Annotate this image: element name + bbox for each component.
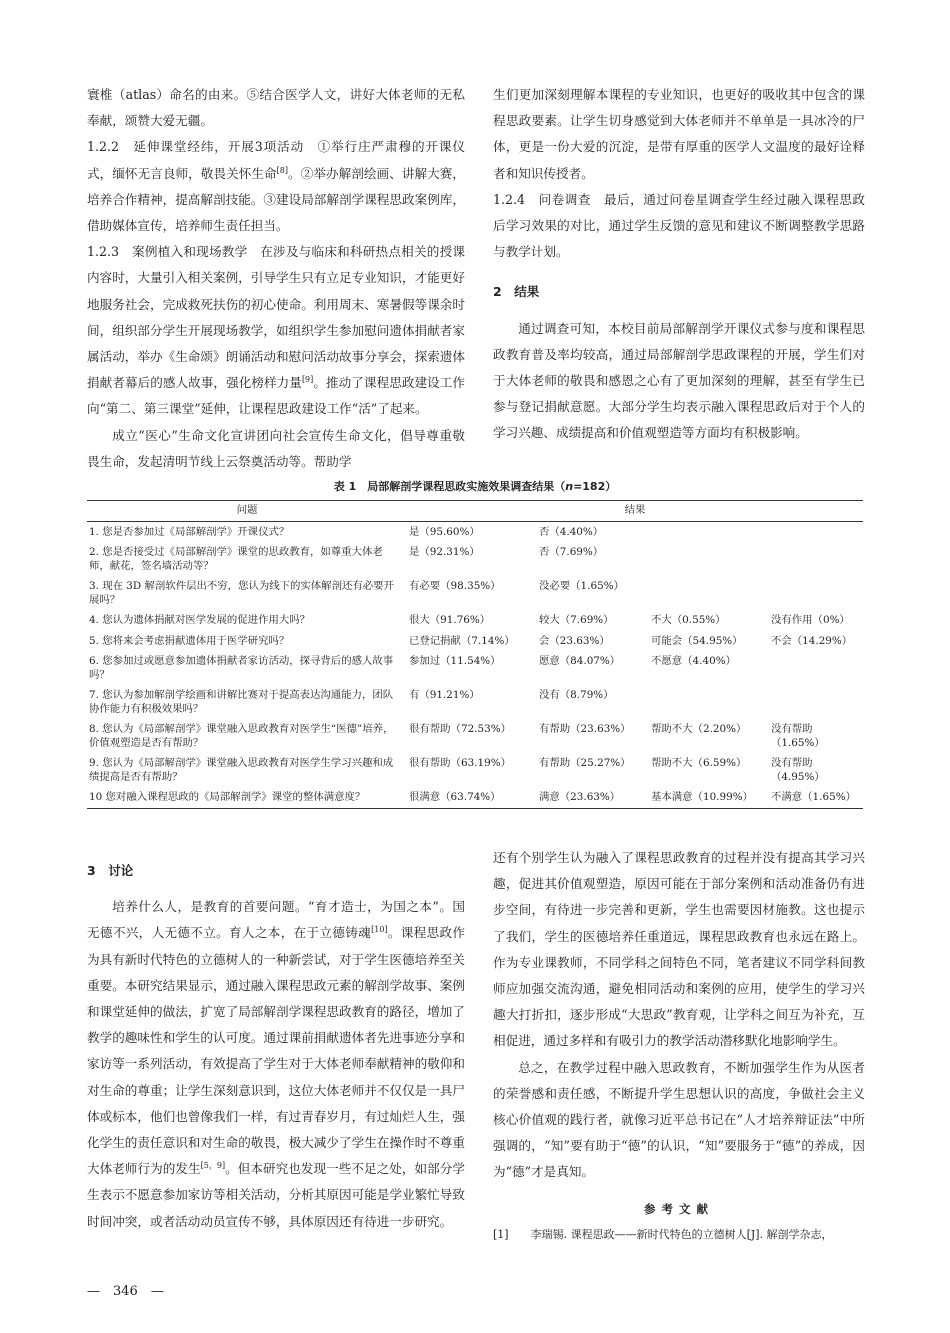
paragraph: 寰椎（atlas）命名的由来。⑤结合医学人文，讲好大体老师的无私奉献，颂赞大爱无疆。 [87, 87, 465, 129]
table-title-n: n [565, 480, 574, 493]
table-row [87, 542, 863, 576]
subsection-heading: 1.2.2 延伸课堂经纬，开展3项活动 [87, 139, 318, 155]
text: 。但本研究也发现一些不足之处，如部分学生表示不愿意参加家访等相关活动，分析其原因可能是学业繁忙导致时间冲突，或者活动动员宣传不够，具体原因还有待进一步研究。 [87, 1161, 466, 1229]
table-row [87, 631, 863, 652]
result-cell: 满意（23.63%） [537, 787, 649, 808]
subsection-heading: 1.2.3 案例植入和现场教学 [87, 244, 261, 260]
table-row [87, 719, 863, 753]
page-number: — 346 — [87, 1284, 164, 1299]
section-heading: 2 结果 [493, 284, 540, 300]
result-cell: 不满意（1.65%） [769, 787, 863, 808]
left-column-top [87, 82, 465, 475]
result-cell: 愿意（84.07%） [539, 655, 621, 667]
result-cell: 有必要（98.35%） [409, 580, 501, 592]
question-cell: 6. 您参加过或愿意参加遗体捐献者家访活动，探寻背后的感人故事吗？ [89, 655, 394, 681]
result-cell [769, 685, 863, 719]
text: 。推动了课程思政建设工作向“第二、第三课堂”延伸，让课程思政建设工作“活”了起来。 [87, 375, 466, 417]
result-cell: 不会（14.29%） [771, 634, 853, 647]
survey-table [87, 500, 863, 809]
paragraph [87, 894, 465, 1235]
text: 。课程思政作为具有新时代特色的立德树人的一种新尝试，对于学生医德培养至关重要。本研究结果显示，通过融入课程思政元素的解剖学故事、案例和课堂延伸的做法，扩宽了局部解剖学课程思政教育的路径，增加了教学的趣味性和学生的认可度。通过课前捐献遗体者先进事迹分享和家访等一系列活动，有效提高了学生对于大体老师奉献精神的敬仰和对生命的尊重；让学生深刻意识到，这位大体老师并不仅仅是一具尸体或标本，他们也曾像我们一样，有过青春岁月，有过灿烂人生，强化学生的责任意识和对生命的敬畏，极大减少了学生在操作时不尊重大体老师行为的发生 [87, 925, 466, 1177]
result-cell: 没有帮助（1.65%） [771, 723, 825, 749]
result-cell: 很有帮助（72.53%） [409, 723, 511, 735]
survey-table-block [87, 478, 863, 809]
right-column-bottom [493, 845, 865, 1244]
citation: [5，9] [200, 1161, 226, 1171]
table-row [87, 753, 863, 787]
paragraph: 还有个别学生认为融入了课程思政教育的过程并没有提高其学习兴趣，促进其价值观塑造，原因可能在于部分案例和活动准备仍有进步空间，有待进一步完善和更新，学生也需要因材施教。这也提示了我们，学生的医德培养任重道远，课程思政教育也永远在路上。作为专业课教师，不同学科之间特色不同，笔者建议不同学科间教师应加强交流沟通，避免相同活动和案例的应用，使学生的学习兴趣大打折扣，逐步形成“大思政”教育观，让学科之间互为补充，互相促进，通过多样和有吸引力的教学活动潜移默化地影响学生。 [493, 850, 865, 1049]
text: ①举行庄严肃穆的开课仪式，缅怀无言良师，敬畏关怀生命 [87, 139, 466, 181]
question-cell: 4. 您认为遗体捐献对医学发展的促进作用大吗？ [89, 614, 311, 626]
paragraph [87, 134, 465, 239]
citation: [8] [276, 165, 288, 175]
left-column-bottom [87, 858, 465, 1235]
result-cell: 有（91.21%） [409, 689, 480, 701]
result-cell: 帮助不大（2.20%） [651, 723, 747, 735]
result-cell: 很大（91.76%） [409, 614, 491, 626]
table-row [87, 685, 863, 719]
question-cell: 10 您对融入课程思政的《局部解剖学》课堂的整体满意度？ [87, 787, 407, 808]
result-cell: 可能会（54.95%） [651, 634, 743, 647]
table-title [87, 478, 863, 494]
table-row [87, 651, 863, 685]
text: 。②举办解剖绘画、讲解大赛，培养合作精神，提高解剖技能。③建设局部解剖学课程思政案例库，借助媒体宣传，培养师生责任担当。 [87, 165, 466, 234]
question-cell: 5. 您将来会考虑捐献遗体用于医学研究吗？ [89, 634, 290, 647]
text: 培养什么人，是教育的首要问题。“育才造士，为国之本”。国无德不兴，人无德不立。育人之本，在于立德铸魂 [87, 899, 465, 941]
table-row [87, 521, 863, 542]
header-question: 问题 [87, 501, 407, 522]
result-cell: 否（7.69%） [539, 546, 604, 558]
text: 最后，通过问卷星调查学生经过融入课程思政后学习效果的对比，通过学生反馈的意见和建议不断调整教学思路与教学计划。 [493, 191, 866, 260]
result-cell: 没必要（1.65%） [539, 580, 624, 592]
result-cell: 会（23.63%） [539, 634, 610, 647]
paragraph: 生们更加深刻理解本课程的专业知识，也更好的吸收其中包含的课程思政要素。让学生切身感觉到大体老师并不单单是一具冰冷的尸体，更是一份大爱的沉淀，是带有厚重的医学人文温度的最好诠释者和知识传授者。 [493, 87, 865, 181]
text: 在涉及与临床和科研热点相关的授课内容时，大量引入相关案例，引导学生只有立足专业知识，才能更好地服务社会，完成救死扶伤的初心使命。利用周末、寒暑假等课余时间，组织部分学生开展现场教学，如组织学生参加慰问遗体捐献者家属活动，举办《生命颂》朗诵活动和慰问活动故事分享会，探索遗体捐献者幕后的感人故事，强化榜样力量 [87, 244, 466, 391]
question-cell: 1. 您是否参加过《局部解剖学》开课仪式？ [89, 525, 290, 538]
result-cell: 没有作用（0%） [771, 614, 850, 626]
paragraph [493, 187, 865, 266]
question-cell: 7. 您认为参加解剖学绘画和讲解比赛对于提高表达沟通能力，团队协作能力有积极效果吗？ [89, 689, 394, 715]
subsection-heading: 1.2.4 问卷调查 [493, 191, 604, 207]
table-title-text: 表 1 局部解剖学课程思政实施效果调查结果（ [333, 480, 566, 493]
result-cell: 有帮助（23.63%） [539, 723, 631, 735]
result-cell: 较大（7.69%） [539, 614, 614, 626]
result-cell [649, 521, 769, 542]
result-cell: 基本满意（10.99%） [649, 787, 769, 808]
result-cell [769, 576, 863, 610]
result-cell: 不愿意（4.40%） [651, 655, 736, 667]
section-heading: 3 讨论 [87, 863, 134, 878]
paragraph: 总之，在教学过程中融入思政教育，不断加强学生作为从医者的荣誉感和责任感，不断提升学生思想认识的高度，争做社会主义核心价值观的践行者，就像习近平总书记在“人才培养辩证法”中所强调的，“知”要有助于“德”的认识，“知”要服务于“德”的养成，因为“德”才是真知。 [493, 1059, 865, 1180]
result-cell [649, 542, 769, 576]
question-cell: 9. 您认为《局部解剖学》课堂融入思政教育对医学生学习兴趣和成绩提高是否有帮助？ [89, 757, 394, 783]
reference-item: [1] 李瑞锡. 课程思政——新时代特色的立德树人[J]. 解剖学杂志， [493, 1227, 833, 1241]
result-cell [769, 542, 863, 576]
result-cell: 帮助不大（6.59%） [651, 757, 747, 769]
result-cell [649, 576, 769, 610]
question-cell: 2. 您是否接受过《局部解剖学》课堂的思政教育，如尊重大体老师，献花，签名墙活动等？ [89, 546, 383, 572]
references-heading: 参考文献 [644, 1201, 714, 1216]
citation: [10] [371, 925, 388, 935]
result-cell: 没有帮助（4.95%） [771, 757, 825, 783]
header-results: 结果 [407, 501, 863, 522]
result-cell: 是（92.31%） [409, 546, 480, 558]
table-row [87, 576, 863, 610]
right-column-top [493, 82, 865, 447]
table-header-row [87, 501, 863, 522]
question-cell: 3. 现在 3D 解剖软件层出不穷，您认为线下的实体解剖还有必要开展吗？ [89, 580, 394, 606]
table-title-suffix: =182） [573, 480, 617, 493]
result-cell: 很满意（63.74%） [407, 787, 537, 808]
result-cell: 否（4.40%） [539, 525, 604, 538]
result-cell: 参加过（11.54%） [409, 655, 501, 667]
table-row [87, 610, 863, 631]
result-cell [769, 651, 863, 685]
result-cell: 很有帮助（63.19%） [409, 757, 511, 769]
result-cell: 有帮助（25.27%） [539, 757, 631, 769]
result-cell [649, 685, 769, 719]
result-cell: 已登记捐献（7.14%） [409, 634, 515, 647]
citation: [9] [301, 375, 314, 385]
question-cell: 8. 您认为《局部解剖学》课堂融入思政教育对医学生“医德”培养，价值观塑造是否有帮助？ [89, 723, 394, 749]
paragraph [87, 239, 465, 422]
paragraph: 成立“医心”生命文化宣讲团向社会宣传生命文化，倡导尊重敬畏生命，发起清明节线上云祭奠活动等。帮助学 [87, 427, 465, 469]
result-cell: 没有（8.79%） [539, 689, 614, 701]
paragraph: 通过调查可知，本校目前局部解剖学开课仪式参与度和课程思政教育普及率均较高，通过局部解剖学思政课程的开展，学生们对于大体老师的敬畏和感恩之心有了更加深刻的理解，甚至有学生已参与登记捐献意愿。大部分学生均表示融入课程思政后对于个人的学习兴趣、成绩提高和价值观塑造等方面均有积极影响。 [493, 320, 865, 441]
result-cell [769, 521, 863, 542]
result-cell: 是（95.60%） [409, 525, 480, 538]
table-row [87, 787, 863, 808]
result-cell: 不大（0.55%） [651, 614, 726, 626]
